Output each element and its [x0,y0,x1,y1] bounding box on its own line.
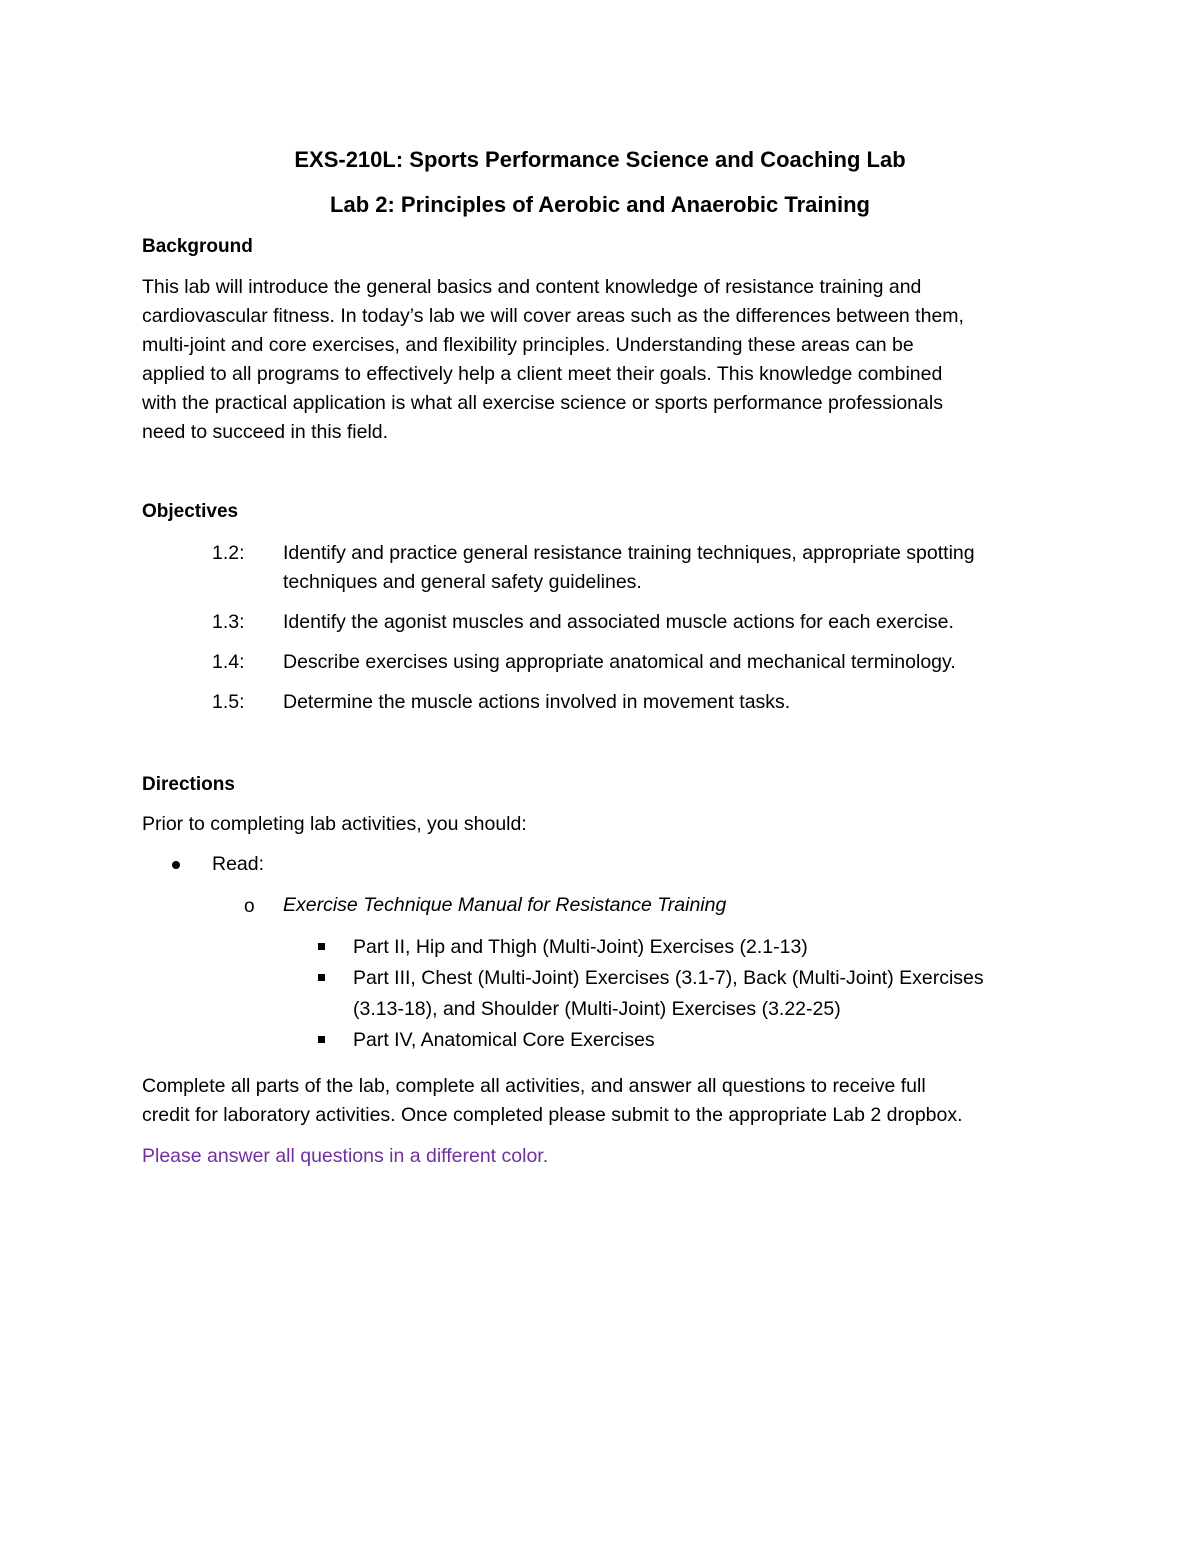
bullet-text: Read: [212,853,265,875]
objective-text [283,539,1073,597]
background-line: cardiovascular fitness. In today’s lab we will cover areas such as the differences between them, [142,305,964,327]
objective-text: Determine the muscle actions involved in movement tasks. [283,691,791,713]
objective-number: 1.5: [212,691,245,713]
lab-title: Lab 2: Principles of Aerobic and Anaerobic Training [330,192,870,217]
directions-heading: Directions [142,774,235,795]
square-bullet-icon [318,943,325,950]
part-text: Part II, Hip and Thigh (Multi-Joint) Exercises (2.1-13) [353,936,808,958]
objective-number: 1.3: [212,611,245,633]
completion-paragraph [142,1072,1062,1130]
manual-title: Exercise Technique Manual for Resistance Training [283,894,727,916]
objective-line: Identify and practice general resistance training techniques, appropriate spotting [283,542,975,564]
background-heading: Background [142,236,253,257]
list-item-manual [0,890,1200,921]
objective-text: Describe exercises using appropriate anatomical and mechanical terminology. [283,651,956,673]
completion-line: credit for laboratory activities. Once completed please submit to the appropriate Lab 2 dropbox. [142,1104,963,1126]
list-item-part [0,932,1200,963]
part-text: (3.13-18), and Shoulder (Multi-Joint) Exercises (3.22-25) [353,998,841,1020]
background-line: multi-joint and core exercises, and flexibility principles. Understanding these areas can be [142,334,914,356]
part-text: Part IV, Anatomical Core Exercises [353,1029,655,1051]
answer-color-note: Please answer all questions in a different color. [142,1145,549,1167]
background-paragraph [142,273,1062,447]
list-item-part [0,963,1200,1025]
background-line: applied to all programs to effectively help a client meet their goals. This knowledge combined [142,363,943,385]
objectives-heading: Objectives [142,501,239,522]
circle-bullet-icon: o [244,896,255,917]
bullet-dot-icon [172,861,180,869]
part-text: Part III, Chest (Multi-Joint) Exercises (3.1-7), Back (Multi-Joint) Exercises [353,967,984,989]
objective-number: 1.4: [212,651,245,673]
course-title: EXS-210L: Sports Performance Science and Coaching Lab [294,147,906,172]
square-bullet-icon [318,1036,325,1043]
objective-number: 1.2: [212,542,245,564]
background-line: This lab will introduce the general basics and content knowledge of resistance training and [142,276,922,298]
objective-text: Identify the agonist muscles and associated muscle actions for each exercise. [283,611,954,633]
completion-line: Complete all parts of the lab, complete all activities, and answer all questions to receive full [142,1075,926,1097]
list-item-read [0,849,1200,880]
directions-intro: Prior to completing lab activities, you should: [142,813,527,835]
square-bullet-icon [318,974,325,981]
background-line: need to succeed in this field. [142,421,389,443]
list-item-part [0,1025,1200,1056]
background-line: with the practical application is what all exercise science or sports performance professionals [142,392,943,414]
objective-line: techniques and general safety guidelines. [283,571,642,593]
